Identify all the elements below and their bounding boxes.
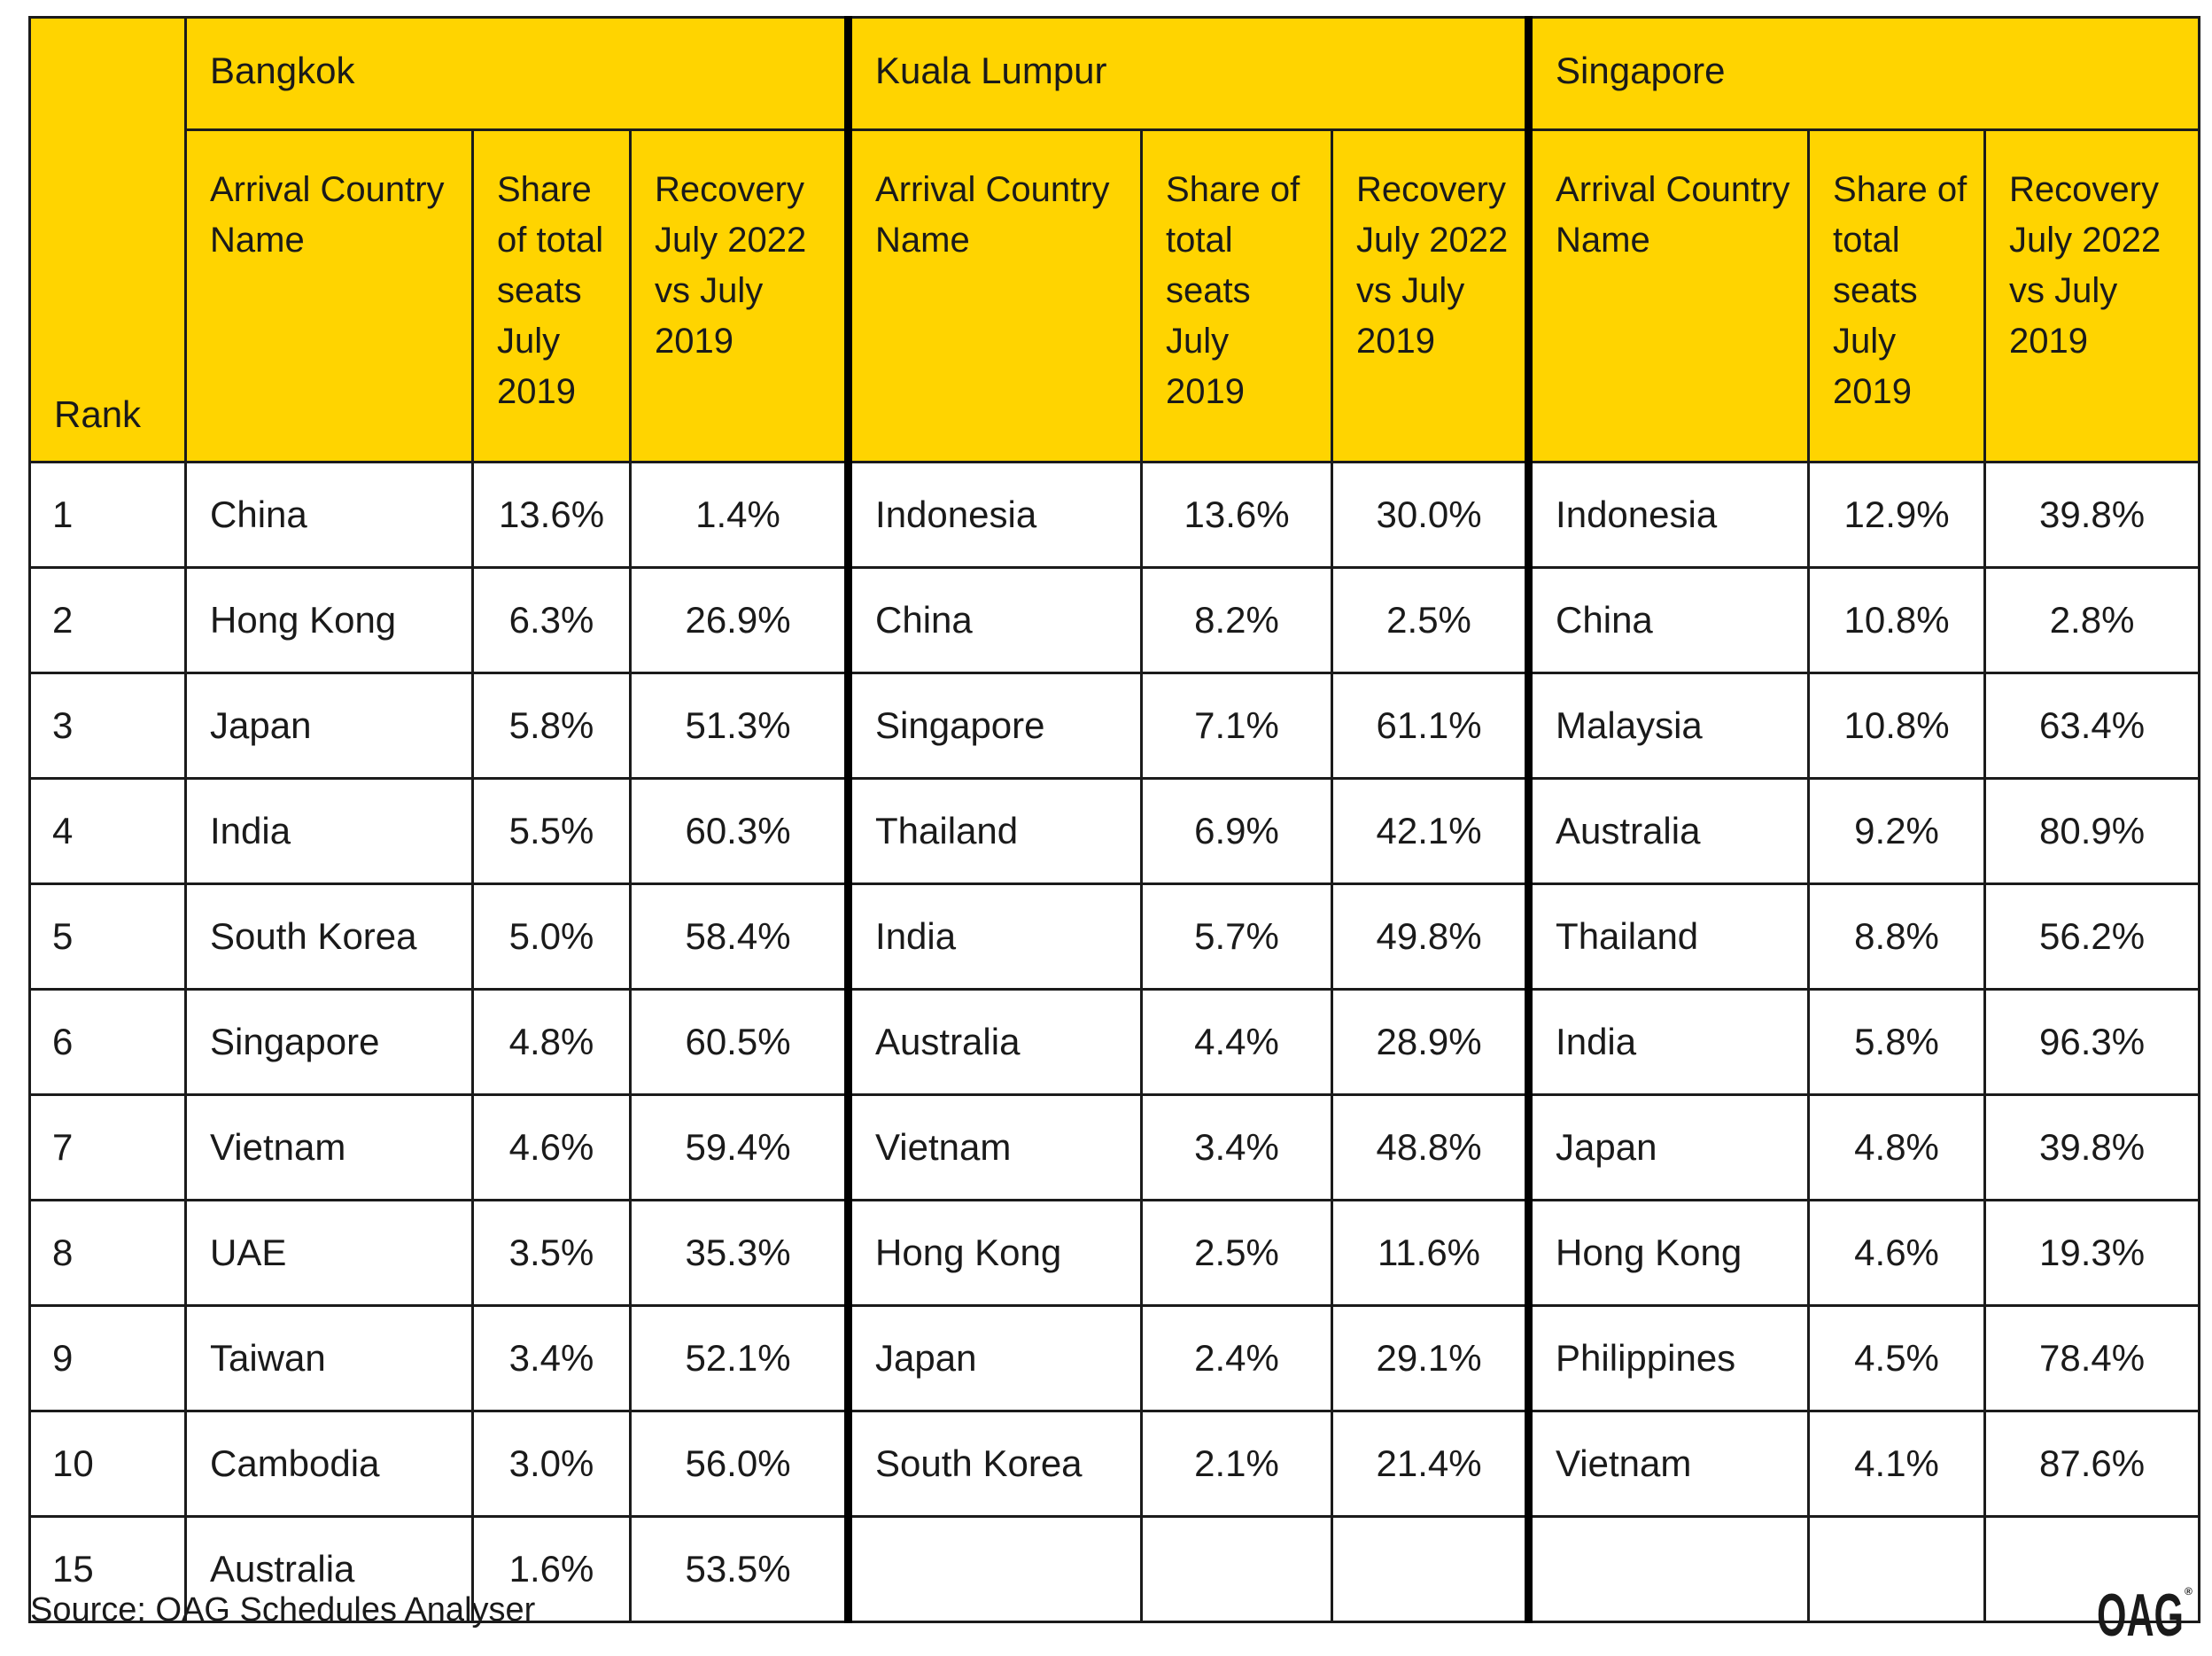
country-cell: India — [1529, 990, 1809, 1095]
table-row — [30, 463, 2200, 568]
rank-cell: 1 — [30, 463, 186, 568]
country-cell — [1529, 1517, 1809, 1622]
country-cell — [849, 1517, 1142, 1622]
table-row — [30, 1306, 2200, 1411]
rank-cell: 4 — [30, 779, 186, 884]
table-row — [30, 779, 2200, 884]
column-header-row — [30, 130, 2200, 463]
col-header-recovery: Recovery July 2022 vs July 2019 — [1985, 130, 2200, 463]
share-cell: 3.0% — [473, 1411, 631, 1517]
col-header-country: Arrival Country Name — [849, 130, 1142, 463]
recovery-cell: 52.1% — [631, 1306, 849, 1411]
share-cell: 7.1% — [1142, 673, 1332, 779]
recovery-cell: 51.3% — [631, 673, 849, 779]
share-cell: 2.5% — [1142, 1201, 1332, 1306]
city-header-kuala-lumpur: Kuala Lumpur — [849, 18, 1529, 130]
country-cell: Thailand — [1529, 884, 1809, 990]
share-cell: 5.8% — [473, 673, 631, 779]
country-cell: Malaysia — [1529, 673, 1809, 779]
recovery-cell: 1.4% — [631, 463, 849, 568]
country-cell: Hong Kong — [186, 568, 473, 673]
country-cell: Philippines — [1529, 1306, 1809, 1411]
country-cell: Singapore — [186, 990, 473, 1095]
share-cell: 6.9% — [1142, 779, 1332, 884]
table-row — [30, 884, 2200, 990]
recovery-cell: 80.9% — [1985, 779, 2200, 884]
share-cell: 3.4% — [1142, 1095, 1332, 1201]
recovery-cell: 21.4% — [1332, 1411, 1529, 1517]
city-header-row — [30, 18, 2200, 130]
share-cell: 5.7% — [1142, 884, 1332, 990]
country-cell: Hong Kong — [1529, 1201, 1809, 1306]
share-cell: 4.6% — [473, 1095, 631, 1201]
country-cell: China — [1529, 568, 1809, 673]
country-cell: China — [186, 463, 473, 568]
recovery-cell: 59.4% — [631, 1095, 849, 1201]
share-cell: 6.3% — [473, 568, 631, 673]
table-body — [30, 463, 2200, 1622]
share-cell: 2.1% — [1142, 1411, 1332, 1517]
country-cell: Australia — [1529, 779, 1809, 884]
country-cell: South Korea — [849, 1411, 1142, 1517]
recovery-cell: 39.8% — [1985, 463, 2200, 568]
rank-cell: 2 — [30, 568, 186, 673]
recovery-cell: 63.4% — [1985, 673, 2200, 779]
table-row — [30, 1411, 2200, 1517]
country-cell: India — [849, 884, 1142, 990]
share-cell: 13.6% — [1142, 463, 1332, 568]
country-cell: UAE — [186, 1201, 473, 1306]
share-cell: 3.5% — [473, 1201, 631, 1306]
country-cell: Taiwan — [186, 1306, 473, 1411]
country-cell: Indonesia — [1529, 463, 1809, 568]
country-cell: Thailand — [849, 779, 1142, 884]
recovery-cell: 28.9% — [1332, 990, 1529, 1095]
recovery-cell: 42.1% — [1332, 779, 1529, 884]
country-cell: Hong Kong — [849, 1201, 1142, 1306]
recovery-cell: 39.8% — [1985, 1095, 2200, 1201]
share-cell: 8.8% — [1809, 884, 1985, 990]
recovery-cell: 96.3% — [1985, 990, 2200, 1095]
rank-cell: 7 — [30, 1095, 186, 1201]
share-cell: 5.0% — [473, 884, 631, 990]
share-cell: 4.4% — [1142, 990, 1332, 1095]
recovery-cell: 19.3% — [1985, 1201, 2200, 1306]
recovery-cell: 49.8% — [1332, 884, 1529, 990]
share-cell: 3.4% — [473, 1306, 631, 1411]
table-row — [30, 1095, 2200, 1201]
col-header-recovery: Recovery July 2022 vs July 2019 — [631, 130, 849, 463]
recovery-cell: 56.2% — [1985, 884, 2200, 990]
recovery-cell: 60.3% — [631, 779, 849, 884]
oag-logo-text: OAG — [2097, 1582, 2184, 1643]
share-cell: 1.6% — [473, 1517, 631, 1622]
recovery-cell: 56.0% — [631, 1411, 849, 1517]
col-header-country: Arrival Country Name — [186, 130, 473, 463]
recovery-cell: 58.4% — [631, 884, 849, 990]
rank-cell: 6 — [30, 990, 186, 1095]
share-cell: 4.1% — [1809, 1411, 1985, 1517]
col-header-recovery: Recovery July 2022 vs July 2019 — [1332, 130, 1529, 463]
col-header-share: Share of total seats July 2019 — [1809, 130, 1985, 463]
recovery-cell: 61.1% — [1332, 673, 1529, 779]
country-cell: Japan — [186, 673, 473, 779]
share-cell: 10.8% — [1809, 568, 1985, 673]
country-cell: Australia — [186, 1517, 473, 1622]
share-cell — [1809, 1517, 1985, 1622]
col-header-share: Share of total seats July 2019 — [1142, 130, 1332, 463]
recovery-cell — [1332, 1517, 1529, 1622]
rank-cell: 9 — [30, 1306, 186, 1411]
recovery-cell: 78.4% — [1985, 1306, 2200, 1411]
recovery-cell: 30.0% — [1332, 463, 1529, 568]
share-cell: 8.2% — [1142, 568, 1332, 673]
table-row — [30, 990, 2200, 1095]
col-header-share: Share of total seats July 2019 — [473, 130, 631, 463]
rank-cell: 3 — [30, 673, 186, 779]
recovery-cell: 2.8% — [1985, 568, 2200, 673]
share-cell: 4.5% — [1809, 1306, 1985, 1411]
share-cell: 13.6% — [473, 463, 631, 568]
country-cell: South Korea — [186, 884, 473, 990]
country-cell: Australia — [849, 990, 1142, 1095]
share-cell: 4.6% — [1809, 1201, 1985, 1306]
share-cell: 4.8% — [1809, 1095, 1985, 1201]
recovery-cell: 35.3% — [631, 1201, 849, 1306]
country-cell: Singapore — [849, 673, 1142, 779]
country-cell: Vietnam — [186, 1095, 473, 1201]
country-cell: India — [186, 779, 473, 884]
share-cell: 5.5% — [473, 779, 631, 884]
recovery-cell: 26.9% — [631, 568, 849, 673]
source-note: Source: OAG Schedules Analyser — [30, 1591, 536, 1629]
share-cell: 9.2% — [1809, 779, 1985, 884]
arrivals-table — [28, 16, 2200, 1623]
city-header-singapore: Singapore — [1529, 18, 2200, 130]
recovery-cell: 2.5% — [1332, 568, 1529, 673]
table-row — [30, 568, 2200, 673]
country-cell: Vietnam — [849, 1095, 1142, 1201]
recovery-cell: 11.6% — [1332, 1201, 1529, 1306]
share-cell: 4.8% — [473, 990, 631, 1095]
rank-cell: 8 — [30, 1201, 186, 1306]
country-cell: Cambodia — [186, 1411, 473, 1517]
rank-cell: 10 — [30, 1411, 186, 1517]
rank-cell: 5 — [30, 884, 186, 990]
country-cell: Japan — [1529, 1095, 1809, 1201]
oag-logo — [2097, 1579, 2193, 1643]
share-cell: 2.4% — [1142, 1306, 1332, 1411]
table-row — [30, 1201, 2200, 1306]
share-cell: 5.8% — [1809, 990, 1985, 1095]
rank-header: Rank — [30, 18, 186, 463]
recovery-cell: 53.5% — [631, 1517, 849, 1622]
rank-cell: 15 — [30, 1517, 186, 1622]
registered-mark: ® — [2185, 1585, 2193, 1598]
country-cell: China — [849, 568, 1142, 673]
table-row — [30, 673, 2200, 779]
country-cell: Vietnam — [1529, 1411, 1809, 1517]
city-header-bangkok: Bangkok — [186, 18, 849, 130]
share-cell: 12.9% — [1809, 463, 1985, 568]
share-cell — [1142, 1517, 1332, 1622]
recovery-cell: 48.8% — [1332, 1095, 1529, 1201]
recovery-cell: 87.6% — [1985, 1411, 2200, 1517]
col-header-country: Arrival Country Name — [1529, 130, 1809, 463]
country-cell: Indonesia — [849, 463, 1142, 568]
recovery-cell: 60.5% — [631, 990, 849, 1095]
recovery-cell: 29.1% — [1332, 1306, 1529, 1411]
country-cell: Japan — [849, 1306, 1142, 1411]
share-cell: 10.8% — [1809, 673, 1985, 779]
